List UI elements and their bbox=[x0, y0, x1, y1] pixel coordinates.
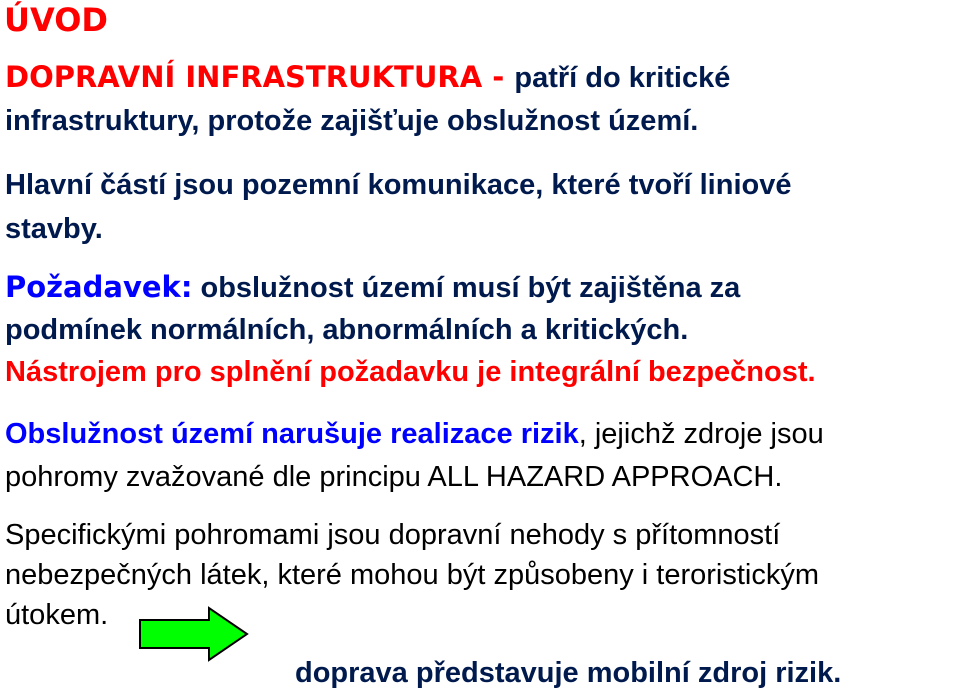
infrastructure-text-b: infrastruktury, protože zajišťuje obslužnost území. bbox=[5, 105, 699, 137]
arrow-shape bbox=[140, 608, 247, 660]
components-line-2: stavby. bbox=[5, 213, 103, 245]
requirement-text-a: obslužnost území musí být zajištěna za bbox=[192, 272, 741, 304]
risk-text-b: pohromy zvažované dle principu ALL HAZARD APPROACH. bbox=[5, 461, 783, 493]
infrastructure-text-a: patří do kritické bbox=[514, 62, 731, 94]
conclusion: doprava představuje mobilní zdroj rizik. bbox=[295, 657, 842, 689]
risk-text-a: , jejichž zdroje jsou bbox=[578, 418, 824, 450]
hazards-line-3: útokem. bbox=[5, 599, 109, 631]
requirement-label: Požadavek: bbox=[5, 270, 193, 304]
risk-emphasis: Obslužnost území narušuje realizace rizik bbox=[5, 418, 579, 450]
paragraph-infrastructure-line-1 bbox=[5, 60, 730, 95]
components-line-1: Hlavní částí jsou pozemní komunikace, které tvoří liniové bbox=[5, 169, 792, 201]
risk-line-1 bbox=[5, 417, 824, 451]
infrastructure-heading: DOPRAVNÍ INFRASTRUKTURA - bbox=[5, 60, 515, 94]
right-arrow-icon bbox=[137, 606, 251, 662]
requirement-line-1 bbox=[5, 270, 740, 305]
requirement-emphasis: Nástrojem pro splnění požadavku je integrální bezpečnost. bbox=[5, 356, 816, 388]
requirement-text-b: podmínek normálních, abnormálních a kritických. bbox=[5, 314, 689, 346]
hazards-line-1: Specifickými pohromami jsou dopravní nehody s přítomností bbox=[5, 519, 781, 551]
page-title: ÚVOD bbox=[4, 1, 108, 39]
hazards-line-2: nebezpečných látek, které mohou být způsobeny i teroristickým bbox=[5, 559, 820, 591]
